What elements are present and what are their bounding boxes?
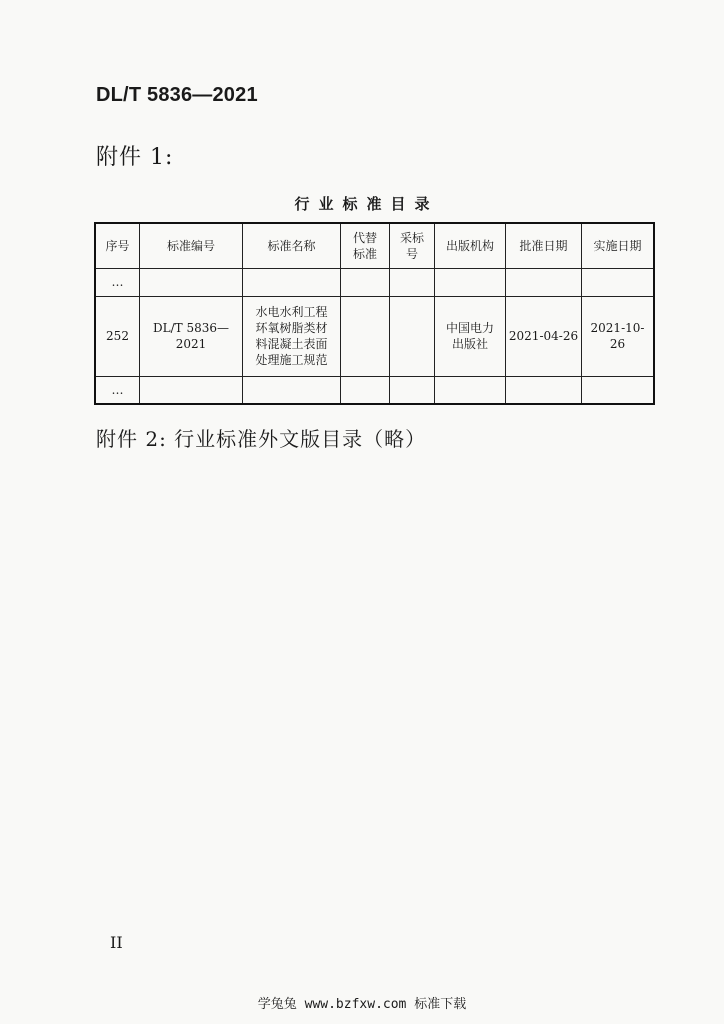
table-row-ellipsis-bottom: [95, 376, 654, 404]
attachment-1-label: 附件 1:: [96, 145, 174, 170]
table-title: 行业标准目录: [294, 195, 439, 213]
empty-cell: [506, 376, 582, 404]
empty-cell: [243, 268, 341, 296]
entry-standard-name: 水电水利工程 环氧树脂类材 料混凝土表面 处理施工规范: [243, 296, 341, 376]
entry-standard-code: DL/T 5836— 2021: [140, 296, 243, 376]
attachment-2-label: 附件 2: 行业标准外文版目录（略）: [96, 427, 427, 451]
empty-cell: [390, 268, 435, 296]
entry-adopted: [390, 296, 435, 376]
entry-seq: 252: [95, 296, 140, 376]
header-replaces: 代替 标准: [341, 223, 390, 268]
entry-publisher: 中国电力 出版社: [435, 296, 506, 376]
header-approval-date: 批准日期: [506, 223, 582, 268]
header-standard-name: 标准名称: [243, 223, 341, 268]
table-row: [95, 296, 654, 376]
empty-cell: [140, 268, 243, 296]
standard-code-header: DL/T 5836—2021: [96, 84, 258, 106]
page-number: II: [110, 933, 123, 952]
header-effective-date: 实施日期: [582, 223, 655, 268]
table-header-row: [95, 223, 654, 268]
empty-cell: [390, 376, 435, 404]
empty-cell: [435, 268, 506, 296]
ellipsis-cell: …: [95, 268, 140, 296]
standards-catalog-table: [94, 222, 655, 405]
header-publisher: 出版机构: [435, 223, 506, 268]
footer-watermark-text: 学兔兔 www.bzfxw.com 标准下载: [257, 997, 467, 1012]
empty-cell: [341, 376, 390, 404]
header-seq: 序号: [95, 223, 140, 268]
ellipsis-cell: …: [95, 376, 140, 404]
empty-cell: [140, 376, 243, 404]
empty-cell: [582, 376, 655, 404]
entry-effective-date: 2021-10-26: [582, 296, 655, 376]
table-row-ellipsis-top: [95, 268, 654, 296]
header-adopted: 采标 号: [390, 223, 435, 268]
header-standard-code: 标准编号: [140, 223, 243, 268]
empty-cell: [341, 268, 390, 296]
entry-replaces: [341, 296, 390, 376]
empty-cell: [243, 376, 341, 404]
empty-cell: [506, 268, 582, 296]
entry-approval-date: 2021-04-26: [506, 296, 582, 376]
empty-cell: [582, 268, 655, 296]
empty-cell: [435, 376, 506, 404]
